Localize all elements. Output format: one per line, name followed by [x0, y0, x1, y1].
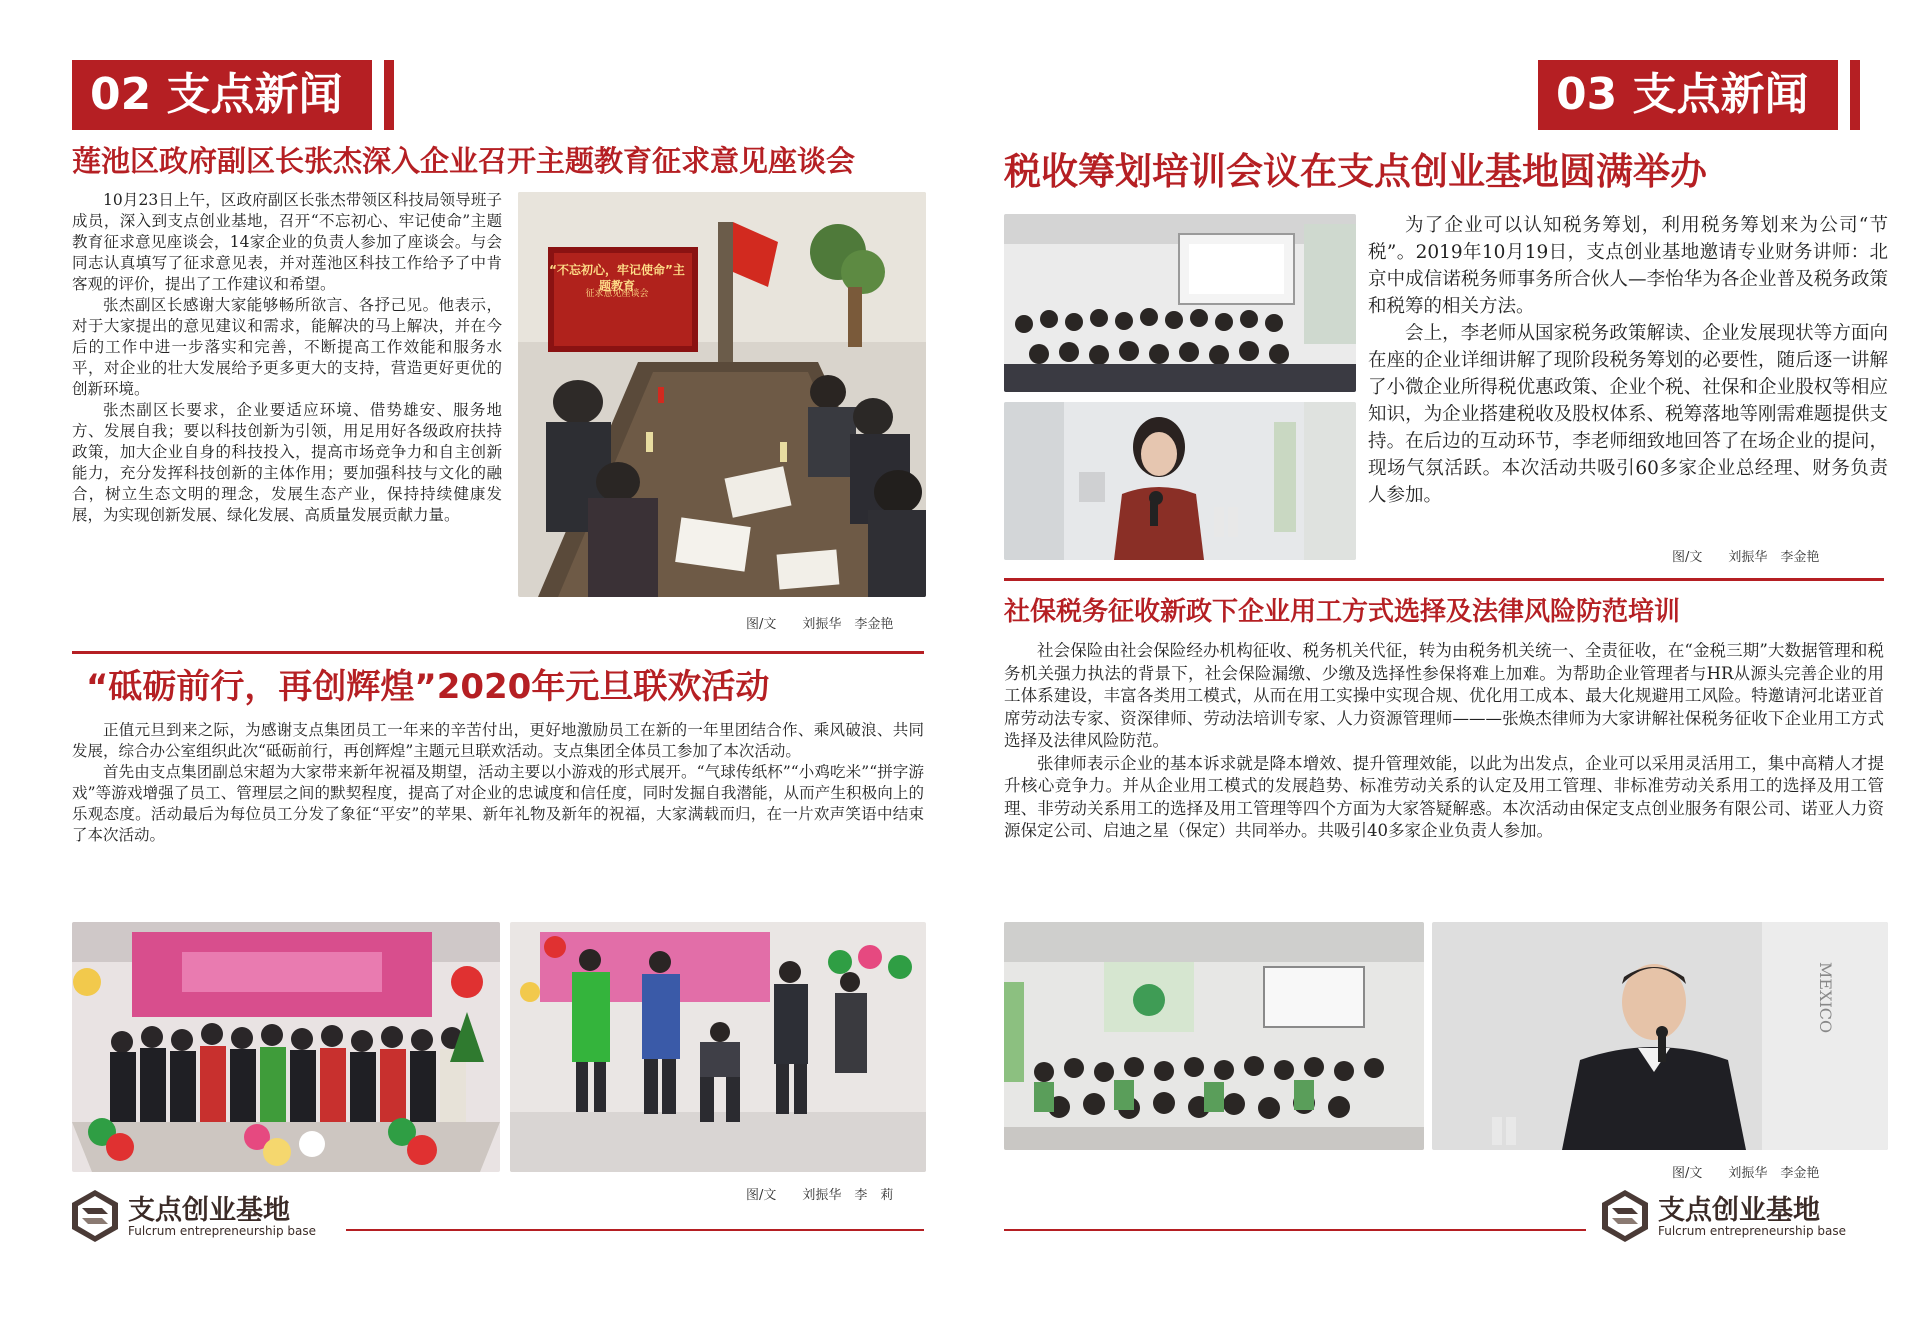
divider [72, 651, 924, 654]
logo-name: 支点创业基地 [1658, 1195, 1820, 1226]
slide-title: “不忘初心，牢记使命”主题教育 [549, 263, 685, 293]
wall-text: MEXICO [1816, 962, 1835, 1034]
section-tag-03: 03 支点新闻 [1538, 60, 1838, 130]
party-group-photo [72, 922, 500, 1172]
slide-subtitle: 征求意见座谈会 [585, 289, 649, 299]
divider [1004, 578, 1884, 581]
tax-audience-photo [1004, 214, 1356, 392]
paragraph: 会上，李老师从国家税务政策解读、企业发展现状等方面向在座的企业详细讲解了现阶段税务筹划的必要性，随后逐一讲解了小微企业所得税优惠政策、企业个税、社保和企业股权等相应知识，为企业搭建税收及股权体系、税筹落地等刚需难题提供支持。在后边的互动环节，李老师细致地回答了在场企业的提问，现场气氛活跃。本次活动共吸引60多家企业总经理、财务负责人参加。 [1368, 323, 1888, 506]
paragraph: 张律师表示企业的基本诉求就是降本增效、提升管理效能，以此为出发点，企业可以采用灵活用工，集中高精人才提升核心竞争力。并从企业用工模式的发展趋势、标准劳动关系的认定及用工管理、非标准劳动关系用工的选择及用工管理、非劳动关系用工的选择及用工管理等四个方面为大家答疑解惑。本次活动由保定支点创业服务有限公司、诺亚人力资源保定公司、启迪之星（保定）共同举办。共吸引40多家企业负责人参加。 [1004, 753, 1884, 840]
meeting-photo-slide [548, 262, 686, 312]
paragraph: 10月23日上午，区政府副区长张杰带领区科技局领导班子成员，深入到支点创业基地，召开“不忘初心、牢记使命”主题教育征求意见座谈会，14家企业的负责人参加了座谈会。与会同志认真填写了征求意见表，并对莲池区科技工作给予了中肯客观的评价，提出了工作建议和希望。 [72, 191, 502, 293]
paragraph: 首先由支点集团副总宋超为大家带来新年祝福及期望，活动主要以小游戏的形式展开。“气球传纸杯”“小鸡吃米”“拼字游戏”等游戏增强了员工、管理层之间的默契程度，提高了对企业的忠诚度和信任度，同时发掘自我潜能，从而产生积极向上的乐观态度。活动最后为每位员工分发了象征“平安”的苹果、新年礼物及新年的祝福，大家满载而归，在一片欢声笑语中结束了本次活动。 [72, 763, 924, 844]
training-audience-photo [1004, 922, 1424, 1150]
article-body-lianchi [72, 190, 502, 630]
photo-credit: 图/文 刘振华 李金艳 [746, 617, 894, 632]
article-title-social-security: 社保税务征收新政下企业用工方式选择及法律风险防范培训 [1004, 597, 1681, 627]
brand-logo [1602, 1188, 1862, 1248]
party-game-photo [510, 922, 926, 1172]
meeting-photo [518, 192, 926, 597]
lawyer-speaker-photo [1432, 922, 1888, 1150]
paragraph: 张杰副区长要求，企业要适应环境、借势雄安、服务地方、发展自我；要以科技创新为引领，用足用好各级政府扶持政策，加大企业自身的科技投入，提高市场竞争力和自主创新能力，充分发挥科技创新的主体作用；要加强科技与文化的融合，树立生态文明的理念，发展生态产业，保持持续健康发展，为实现创新发展、绿化发展、高质量发展贡献力量。 [72, 401, 502, 524]
article-body-new-year [72, 720, 924, 912]
photo-credit: 图/文 刘振华 李金艳 [1672, 550, 1820, 565]
photo-credit: 图/文 刘振华 李金艳 [1672, 1166, 1820, 1181]
brand-logo [72, 1188, 332, 1248]
footer-rule [346, 1229, 924, 1231]
article-title-tax-training: 税收筹划培训会议在支点创业基地圆满举办 [1004, 150, 1707, 193]
fulcrum-logo-icon [1602, 1190, 1648, 1242]
logo-name: 支点创业基地 [128, 1195, 290, 1226]
section-tag-02: 02 支点新闻 [72, 60, 372, 130]
article-body-tax-training [1368, 212, 1888, 548]
tax-speaker-photo [1004, 402, 1356, 560]
paragraph: 张杰副区长感谢大家能够畅所欲言、各抒己见。他表示，对于大家提出的意见建议和需求，能解决的马上解决，并在今后的工作中进一步落实和完善，不断提高工作效能和服务水平，对企业的壮大发展给予更多更大的支持，营造更好更优的创新环境。 [72, 296, 502, 398]
paragraph: 社会保险由社会保险经办机构征收、税务机关代征，转为由税务机关统一、全责征收，在“金税三期”大数据管理和税务机关强力执法的背景下，社会保险漏缴、少缴及选择性参保将难上加难。为帮助企业管理者与HR从源头完善企业的用工体系建设，丰富各类用工模式，从而在用工实操中实现合规、优化用工成本、最大化规避用工风险。特邀请河北诺亚首席劳动法专家、资深律师、劳动法培训专家、人力资源管理师———张焕杰律师为大家讲解社保税务征收下企业用工方式选择及法律风险防范。 [1004, 641, 1884, 750]
fulcrum-logo-icon [72, 1190, 118, 1242]
logo-subtitle: Fulcrum entrepreneurship base [128, 1224, 316, 1238]
article-body-social-security [1004, 640, 1884, 912]
article-title-lianchi: 莲池区政府副区长张杰深入企业召开主题教育征求意见座谈会 [72, 144, 856, 178]
logo-subtitle: Fulcrum entrepreneurship base [1658, 1224, 1846, 1238]
paragraph: 正值元旦到来之际，为感谢支点集团员工一年来的辛苦付出，更好地激励员工在新的一年里团结合作、乘风破浪、共同发展，综合办公室组织此次“砥砺前行，再创辉煌”主题元旦联欢活动。支点集团全体员工参加了本次活动。 [72, 721, 924, 760]
footer-rule [1004, 1229, 1586, 1231]
photo-credit: 图/文 刘振华 李 莉 [746, 1188, 894, 1203]
right-page [960, 0, 1920, 1320]
article-title-new-year: “砥砺前行，再创辉煌”2020年元旦联欢活动 [86, 667, 770, 707]
paragraph: 为了企业可以认知税务筹划，利用税务筹划来为公司“节税”。2019年10月19日，支点创业基地邀请专业财务讲师：北京中成信诺税务师事务所合伙人—李怡华为各企业普及税务政策和税筹的相关方法。 [1368, 215, 1888, 317]
